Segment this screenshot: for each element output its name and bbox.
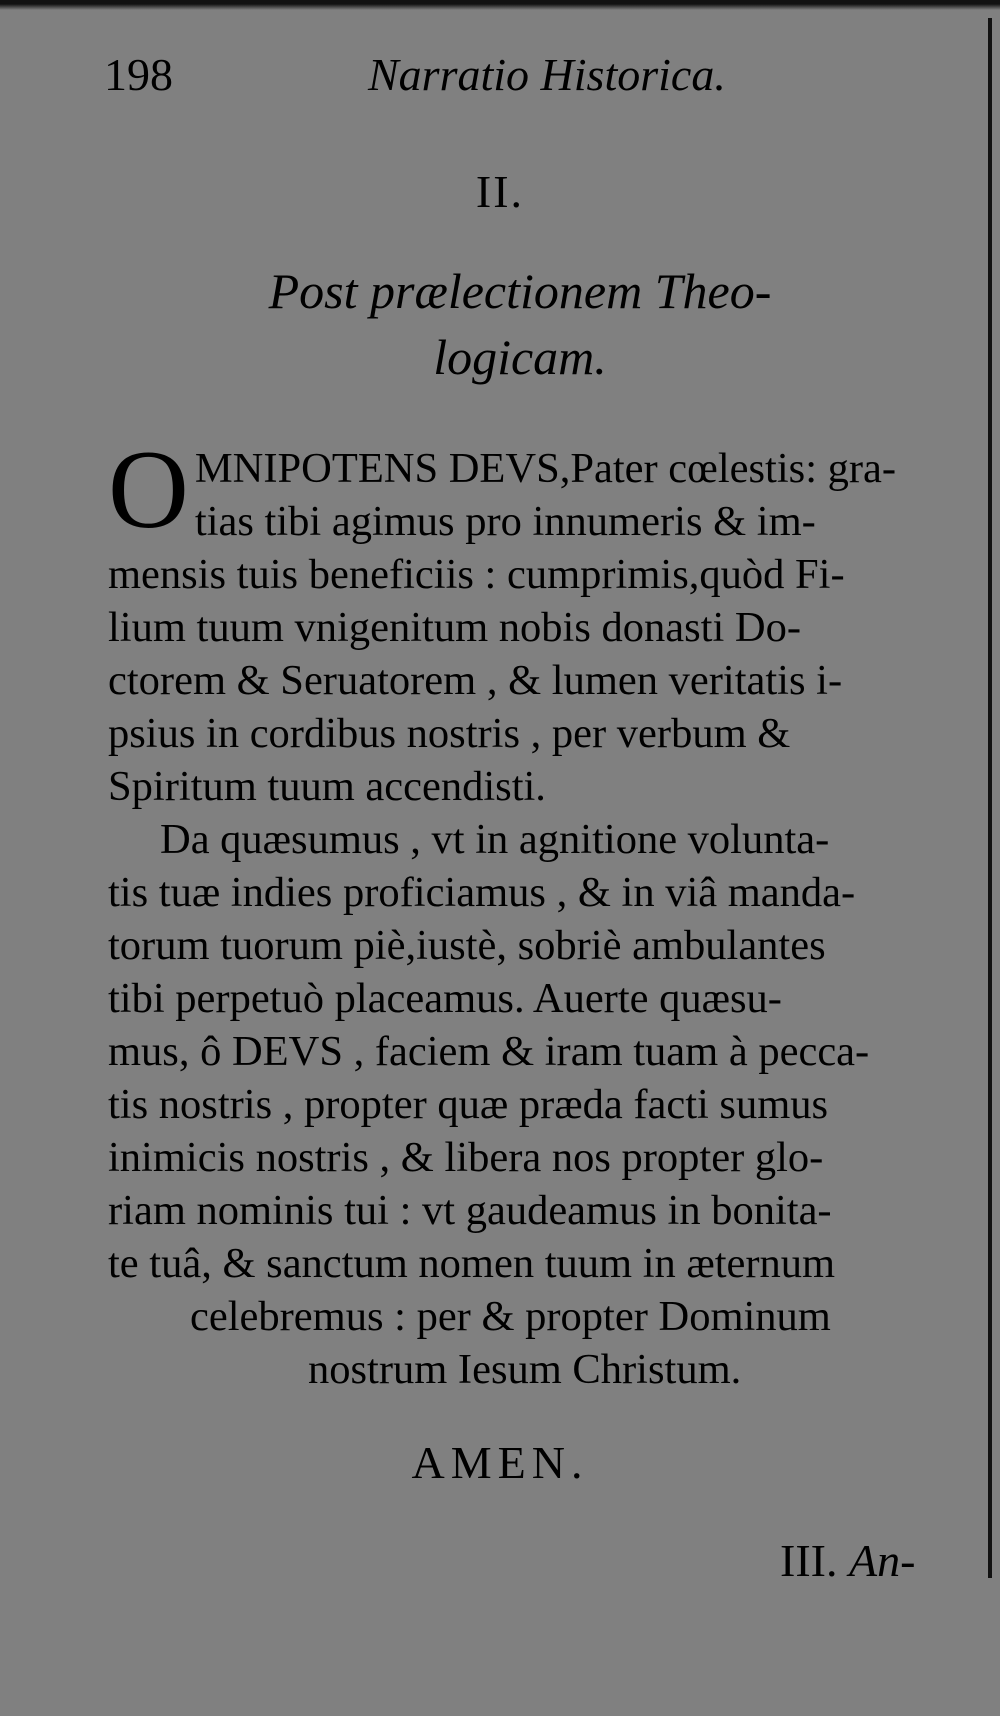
text-line: celebremus : per & propter Dominum	[190, 1293, 831, 1340]
prayer-body	[108, 428, 978, 1396]
text-line: tis tuæ indies proficiamus , & in viâ manda-	[108, 869, 856, 916]
text-line: tibi perpetuò placeamus. Auerte quæsu-	[108, 975, 782, 1022]
text-line: inimicis nostris , & libera nos propter glo-	[108, 1134, 824, 1181]
catchword-word: An-	[848, 1535, 916, 1586]
catchword-numeral: III.	[780, 1535, 838, 1586]
section-number: II.	[475, 166, 525, 217]
text-line: MNIPOTENS DEVS,Pater cœlestis: gra-	[194, 445, 897, 492]
text-line: torum tuorum piè,iustè, sobriè ambulantes	[108, 922, 826, 969]
running-title: Narratio Historica.	[368, 49, 726, 100]
text-line: te tuâ, & sanctum nomen tuum in æternum	[108, 1240, 836, 1287]
text-line: psius in cordibus nostris , per verbum &	[108, 710, 791, 757]
text-line: lium tuum vnigenitum nobis donasti Do-	[108, 604, 801, 651]
text-line: tis nostris , propter quæ præda facti sumus	[108, 1081, 829, 1128]
prayer-title-line-1: Post prælectionem Theo-	[268, 263, 772, 319]
text-line: mus, ô DEVS , faciem & iram tuam à pecca-	[108, 1028, 870, 1075]
text-line: riam nominis tui : vt gaudeamus in bonita-	[108, 1187, 832, 1234]
text-line: Spiritum tuum accendisti.	[108, 763, 546, 810]
prayer-title-line-2: logicam.	[433, 329, 607, 385]
catchword	[780, 1534, 915, 1587]
page-top-edge	[0, 0, 1000, 10]
running-header	[100, 48, 780, 108]
drop-cap: O	[108, 428, 189, 552]
text-line: tias tibi agimus pro innumeris & im-	[194, 498, 816, 545]
text-line: Da quæsumus , vt in agnitione volunta-	[160, 816, 830, 863]
prayer-title	[240, 258, 800, 390]
text-line: ctorem & Seruatorem , & lumen veritatis i-	[108, 657, 843, 704]
page-number: 198	[104, 49, 173, 100]
text-line: nostrum Iesum Christum.	[308, 1346, 742, 1393]
text-line: mensis tuis beneficiis : cumprimis,quòd Fi-	[108, 551, 845, 598]
amen: AMEN.	[411, 1437, 589, 1488]
page-right-edge	[988, 18, 992, 1578]
